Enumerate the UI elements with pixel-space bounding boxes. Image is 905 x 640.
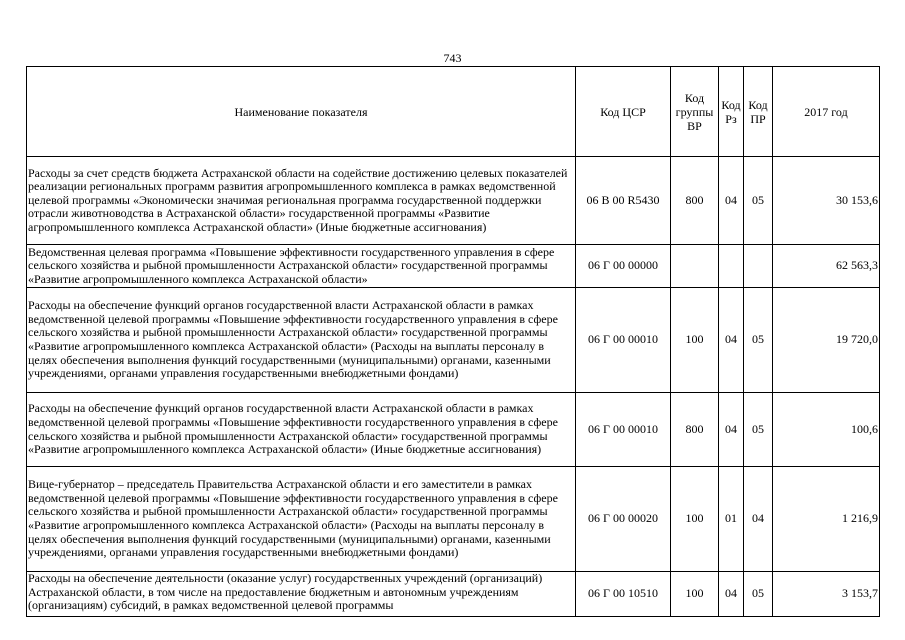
table-row	[27, 157, 880, 245]
row-name: Расходы на обеспечение функций органов государственной власти Астраханской области в рамках ведомственной целевой программы «Повышение эффективности государственного управления в сфере сельского хозяйства и рыбной промышленности Астраханской области» государственной программы «Развитие агропромышленного комплекса Астраханской области» (Расходы на выплаты персоналу в целях обеспечения выполнения функций государственными (муниципальными) органами, казенными учреждениями, органами управления государственными внебюджетными фондами)	[27, 288, 576, 393]
row-name: Расходы на обеспечение функций органов государственной власти Астраханской области в рамках ведомственной целевой программы «Повышение эффективности государственного управления в сфере сельского хозяйства и рыбной промышленности Астраханской области» государственной программы «Развитие агропромышленного комплекса Астраханской области» (Иные бюджетные ассигнования)	[27, 393, 576, 467]
row-rz-code	[719, 245, 744, 288]
row-csr-code: 06 Г 00 10510	[576, 572, 671, 617]
table-header	[27, 67, 880, 157]
row-rz-code: 01	[719, 467, 744, 572]
row-vr-code: 100	[671, 288, 719, 393]
row-amount: 30 153,6	[773, 157, 880, 245]
row-csr-code: 06 Г 00 00000	[576, 245, 671, 288]
row-vr-code	[671, 245, 719, 288]
row-amount: 3 153,7	[773, 572, 880, 617]
row-csr-code: 06 Г 00 00020	[576, 467, 671, 572]
row-name: Вице-губернатор – председатель Правительства Астраханской области и его заместители в рамках ведомственной целевой программы «Повышение эффективности государственного управления в сфере сельского хозяйства и рыбной промышленности Астраханской области» государственной программы «Развитие агропромышленного комплекса Астраханской области» (Расходы на выплаты персоналу в целях обеспечения выполнения функций государственными (муниципальными) органами, казенными учреждениями, органами управления государственными внебюджетными фондами)	[27, 467, 576, 572]
row-csr-code: 06 Г 00 00010	[576, 288, 671, 393]
row-pr-code: 04	[744, 467, 773, 572]
header-row	[27, 67, 880, 157]
row-csr-code: 06 В 00 R5430	[576, 157, 671, 245]
row-rz-code: 04	[719, 288, 744, 393]
row-rz-code: 04	[719, 572, 744, 617]
table-row	[27, 288, 880, 393]
header-year: 2017 год	[773, 67, 880, 157]
table-row	[27, 467, 880, 572]
row-vr-code: 800	[671, 157, 719, 245]
row-pr-code: 05	[744, 157, 773, 245]
budget-table	[26, 66, 880, 617]
table-row	[27, 245, 880, 288]
row-vr-code: 100	[671, 467, 719, 572]
row-csr-code: 06 Г 00 00010	[576, 393, 671, 467]
table-row	[27, 393, 880, 467]
row-pr-code: 05	[744, 288, 773, 393]
header-name: Наименование показателя	[27, 67, 576, 157]
row-vr-code: 100	[671, 572, 719, 617]
row-pr-code: 05	[744, 572, 773, 617]
row-amount: 1 216,9	[773, 467, 880, 572]
header-pr-code: Код ПР	[744, 67, 773, 157]
row-amount: 62 563,3	[773, 245, 880, 288]
row-amount: 100,6	[773, 393, 880, 467]
row-rz-code: 04	[719, 157, 744, 245]
row-vr-code: 800	[671, 393, 719, 467]
header-vr-code: Код группы ВР	[671, 67, 719, 157]
row-name: Ведомственная целевая программа «Повышение эффективности государственного управления в сфере сельского хозяйства и рыбной промышленности Астраханской области» государственной программы «Развитие агропромышленного комплекса Астраханской области»	[27, 245, 576, 288]
header-rz-code: Код Рз	[719, 67, 744, 157]
table-row	[27, 572, 880, 617]
table-body	[27, 157, 880, 617]
row-name: Расходы на обеспечение деятельности (оказание услуг) государственных учреждений (организаций) Астраханской области, в том числе на предоставление бюджетным и автономным учреждениям (организациям) субсидий, в рамках ведомственной целевой программы	[27, 572, 576, 617]
row-rz-code: 04	[719, 393, 744, 467]
row-amount: 19 720,0	[773, 288, 880, 393]
page-number: 743	[443, 51, 462, 65]
row-pr-code	[744, 245, 773, 288]
row-pr-code: 05	[744, 393, 773, 467]
row-name: Расходы за счет средств бюджета Астраханской области на содействие достижению целевых показателей реализации региональных программ развития агропромышленного комплекса в рамках ведомственной целевой программы «Экономически значимая региональная программа государственной поддержки отрасли животноводства в Астраханской области» государственной программы «Развитие агропромышленного комплекса Астраханской области» (Иные бюджетные ассигнования)	[27, 157, 576, 245]
header-csr-code: Код ЦСР	[576, 67, 671, 157]
